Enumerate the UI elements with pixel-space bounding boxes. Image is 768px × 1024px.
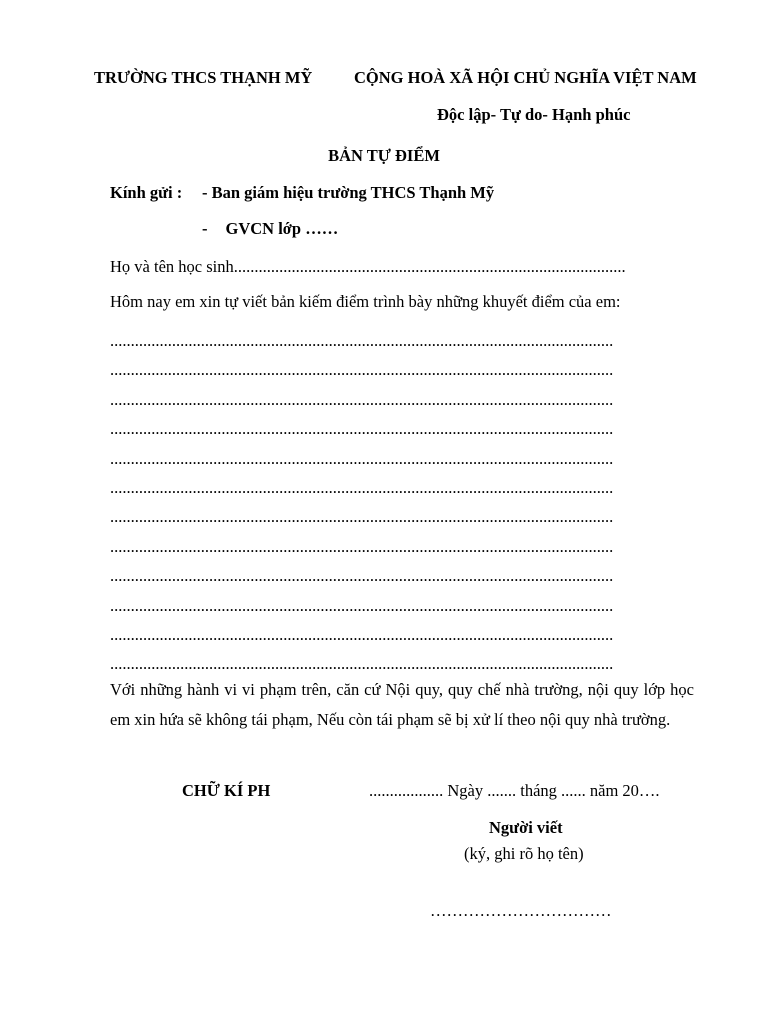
writer-label: Người viết: [489, 818, 563, 837]
national-motto: Độc lập- Tự do- Hạnh phúc: [437, 105, 631, 124]
recipient-teacher-text: GVCN lớp ……: [225, 219, 339, 238]
writer-signature-line: ……………………………: [430, 901, 612, 920]
dot-line: ..........................................................................................................................: [110, 360, 614, 380]
dot-line: ..........................................................................................................................: [110, 536, 614, 556]
dot-line: ..........................................................................................................................: [110, 419, 614, 439]
recipient-homeroom-teacher: [202, 219, 338, 239]
dot-line: ..........................................................................................................................: [110, 507, 614, 527]
recipient-label: Kính gửi :: [110, 183, 183, 202]
dot-line: ..........................................................................................................................: [110, 448, 614, 468]
recipient-school-board: - Ban giám hiệu trường THCS Thạnh Mỹ: [202, 183, 495, 202]
school-name: TRƯỜNG THCS THẠNH MỸ: [94, 68, 313, 87]
intro-text: Hôm nay em xin tự viết bản kiếm điểm trình bày những khuyết điểm của em:: [110, 292, 621, 311]
document-title: BẢN TỰ ĐIỂM: [328, 146, 440, 165]
nation-name: CỘNG HOÀ XÃ HỘI CHỦ NGHĨA VIỆT NAM: [354, 68, 697, 87]
recipient-dash: -: [202, 219, 208, 238]
writer-signature-note: (ký, ghi rõ họ tên): [464, 844, 584, 863]
dot-line: ..........................................................................................................................: [110, 595, 614, 615]
writing-area: [110, 326, 694, 679]
date-line: .................. Ngày ....... tháng ...... năm 20….: [369, 781, 660, 800]
pledge-paragraph: Với những hành vi vi phạm trên, căn cứ Nội quy, quy chế nhà trường, nội quy lớp học em xin hứa sẽ không tái phạm, Nếu còn tái phạm sẽ bị xử lí theo nội quy nhà trường.: [110, 680, 694, 729]
parent-signature-label: CHỮ KÍ PH: [182, 781, 271, 800]
dot-line: ..........................................................................................................................: [110, 654, 614, 674]
dot-line: ..........................................................................................................................: [110, 477, 614, 497]
dot-line: ..........................................................................................................................: [110, 389, 614, 409]
dot-line: ..........................................................................................................................: [110, 331, 614, 350]
dot-line: ..........................................................................................................................: [110, 624, 614, 644]
student-name-line: Họ và tên học sinh...............................................................................................: [110, 257, 626, 276]
dot-line: ..........................................................................................................................: [110, 566, 614, 586]
